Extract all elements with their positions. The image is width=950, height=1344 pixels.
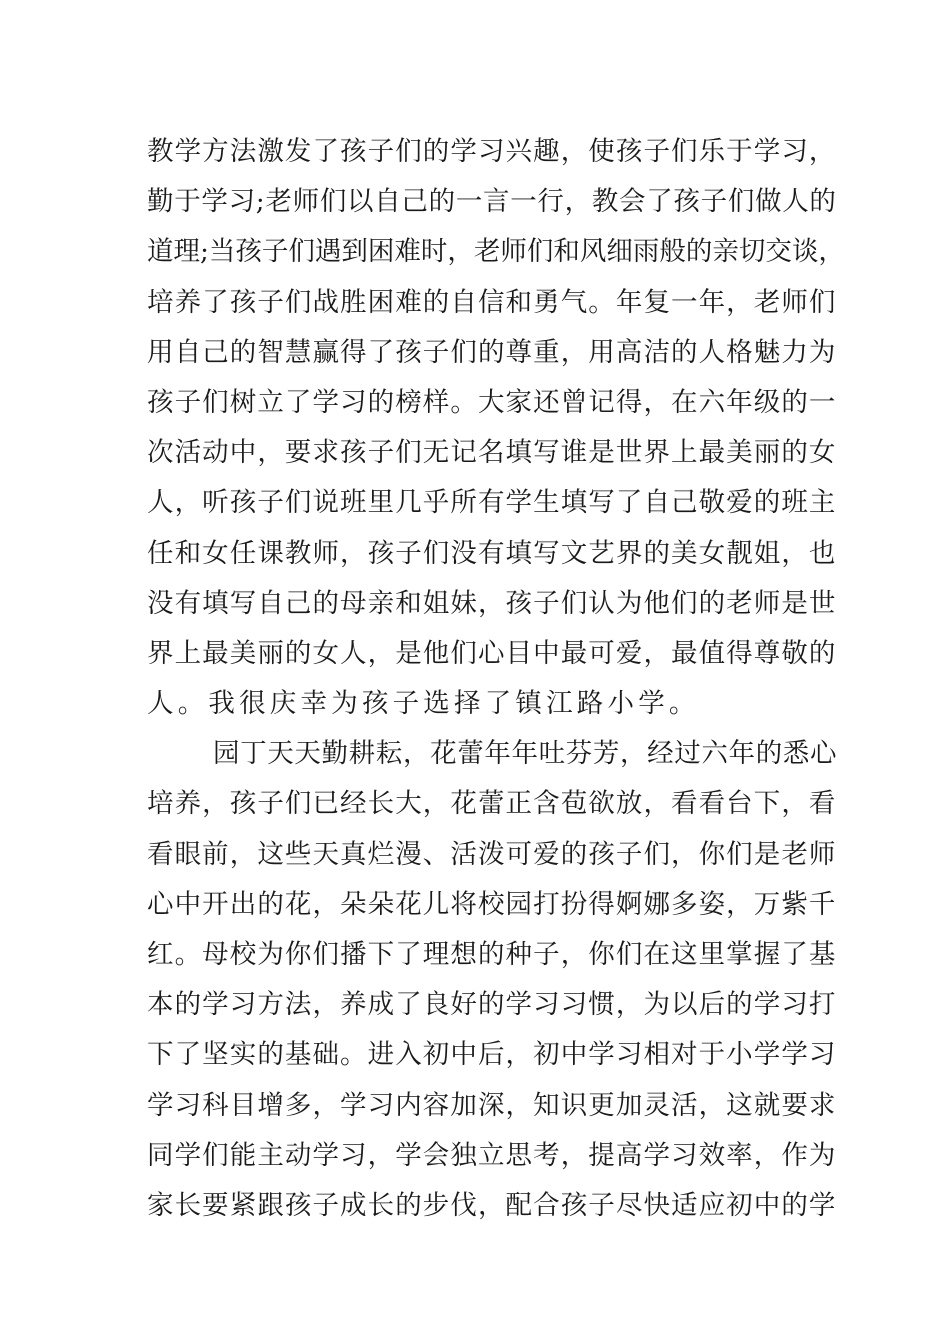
text-line: 同学们能主动学习，学会独立思考，提高学习效率，作为: [147, 1139, 837, 1171]
text-line: 界上最美丽的女人，是他们心目中最可爱，最值得尊敬的: [147, 637, 837, 669]
text-line: 孩子们树立了学习的榜样。大家还曾记得，在六年级的一: [147, 386, 837, 418]
body-text: [147, 127, 845, 1231]
text-line: 培养，孩子们已经长大，花蕾正含苞欲放，看看台下，看: [147, 788, 837, 820]
paragraph-first-line: 园丁天天勤耕耘，花蕾年年吐芬芳，经过六年的悉心: [213, 738, 838, 770]
text-line: 本的学习方法，养成了良好的学习习惯，为以后的学习打: [147, 989, 837, 1021]
text-line: 道理;当孩子们遇到困难时，老师们和风细雨般的亲切交谈，: [147, 236, 845, 268]
text-line: 家长要紧跟孩子成长的步伐，配合孩子尽快适应初中的学: [147, 1189, 837, 1221]
text-line: 红。母校为你们播下了理想的种子，你们在这里掌握了基: [147, 939, 837, 970]
text-line: 次活动中，要求孩子们无记名填写谁是世界上最美丽的女: [147, 437, 837, 469]
text-line: 勤于学习;老师们以自己的一言一行，教会了孩子们做人的: [147, 186, 837, 218]
text-line: 心中开出的花，朵朵花儿将校园打扮得婀娜多姿，万紫千: [147, 888, 837, 920]
text-line: 培养了孩子们战胜困难的自信和勇气。年复一年，老师们: [147, 286, 837, 318]
text-line: 没有填写自己的母亲和姐妹，孩子们认为他们的老师是世: [147, 587, 837, 619]
text-line: 人。我很庆幸为孩子选择了镇江路小学。: [147, 688, 700, 720]
text-line: 看眼前，这些天真烂漫、活泼可爱的孩子们，你们是老师: [147, 838, 837, 870]
text-line: 下了坚实的基础。进入初中后，初中学习相对于小学学习: [147, 1039, 837, 1071]
text-line: 人，听孩子们说班里几乎所有学生填写了自己敬爱的班主: [147, 487, 837, 519]
text-line: 学习科目增多，学习内容加深，知识更加灵活，这就要求: [147, 1089, 837, 1121]
text-line: 用自己的智慧赢得了孩子们的尊重，用高洁的人格魅力为: [147, 336, 837, 368]
text-line: 任和女任课教师，孩子们没有填写文艺界的美女靓姐，也: [147, 537, 837, 569]
text-line: 教学方法激发了孩子们的学习兴趣，使孩子们乐于学习，: [147, 136, 837, 167]
